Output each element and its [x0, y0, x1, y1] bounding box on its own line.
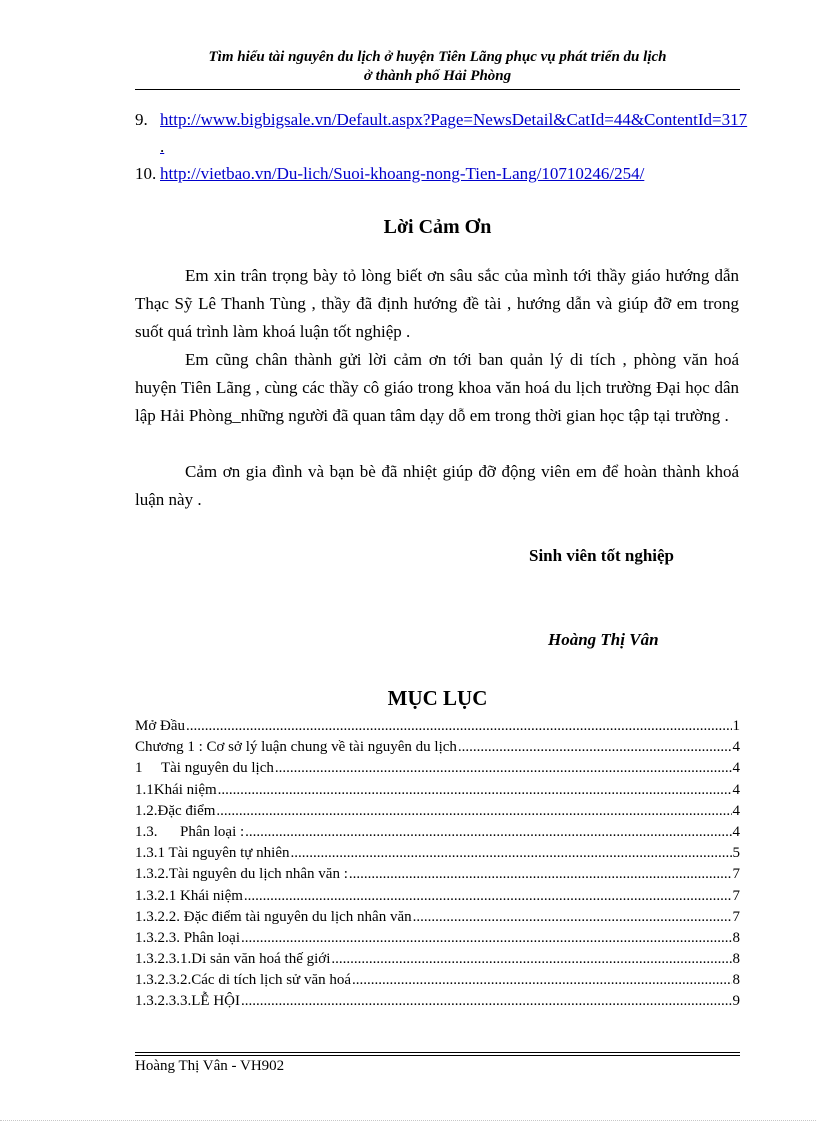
page-boundary: [0, 1120, 816, 1121]
toc-title: MỤC LỤC: [387, 686, 488, 710]
toc-leader-dots: [216, 801, 731, 822]
toc-entry-label: 1.2.Đặc điểm: [135, 802, 216, 819]
toc-entry-page: 8: [732, 929, 740, 946]
toc-entry-page: 7: [732, 887, 740, 904]
footer-text: Hoàng Thị Vân - VH902: [135, 1058, 285, 1074]
signature-title: Sinh viên tốt nghiệp: [529, 546, 675, 565]
toc-entry[interactable]: [135, 758, 740, 779]
toc-entry[interactable]: [135, 716, 740, 737]
reference-number: 10.: [135, 164, 157, 183]
toc-entry-page: 8: [732, 951, 740, 968]
toc-entry[interactable]: [135, 780, 740, 801]
acknowledgement-paragraph: Em xin trân trọng bày tỏ lòng biết ơn sâu sắc của mình tới thầy giáo hướng dẫn Thạc Sỹ Lê Thanh Tùng , thầy đã định hướng đề tài , hướng dẫn và giúp đỡ em trong suốt quá trình làm khoá luận tốt nghiệp .: [135, 266, 739, 341]
toc-entry-page: 4: [732, 781, 740, 798]
toc-entry-label: 1.3.1 Tài nguyên tự nhiên: [135, 845, 290, 862]
toc-entry-page: 5: [732, 845, 740, 862]
toc-entry[interactable]: [135, 737, 740, 758]
toc-entry[interactable]: [135, 822, 740, 843]
toc-leader-dots: [241, 991, 732, 1012]
toc-entry[interactable]: [135, 843, 740, 864]
toc-leader-dots: [413, 907, 732, 928]
toc-entry-page: 1: [732, 718, 740, 734]
toc-entry[interactable]: [135, 970, 740, 991]
toc-entry-label: 1.3.2.3.1.Di sản văn hoá thế giới: [135, 951, 331, 968]
toc-entry-label: 1.3. Phân loại :: [135, 823, 245, 840]
toc-leader-dots: [331, 949, 731, 970]
toc-entry-page: 7: [732, 908, 740, 925]
running-header-line-1: Tìm hiểu tài nguyên du lịch ở huyện Tiên Lãng phục vụ phát triển du lịch: [208, 49, 667, 65]
toc-leader-dots: [275, 758, 732, 779]
toc-entry-label: Mở Đầu: [135, 718, 186, 734]
toc-entry-page: 4: [732, 760, 740, 777]
toc-leader-dots: [349, 864, 732, 885]
reference-item: [135, 106, 755, 160]
footer-rule: [135, 1052, 740, 1053]
toc-entry[interactable]: [135, 864, 740, 885]
toc-entry-label: 1.1Khái niệm: [135, 781, 217, 798]
reference-link[interactable]: http://www.bigbigsale.vn/Default.aspx?Page=NewsDetail&CatId=44&ContentId=317 .: [160, 110, 748, 156]
toc-entry-page: 4: [732, 739, 740, 756]
toc-entry[interactable]: [135, 801, 740, 822]
reference-item: [135, 160, 755, 187]
toc-leader-dots: [244, 886, 732, 907]
footer-rule: [135, 1055, 740, 1056]
toc-entry[interactable]: [135, 991, 740, 1012]
toc-entry[interactable]: [135, 886, 740, 907]
toc-entry-page: 4: [732, 823, 740, 840]
toc-entry-label: 1 Tài nguyên du lịch: [135, 760, 274, 777]
toc-entry-page: 8: [732, 972, 740, 989]
reference-number: 9.: [135, 110, 148, 129]
toc-entry-label: Chương 1 : Cơ sở lý luận chung về tài nguyên du lịch: [135, 739, 457, 756]
toc-entry-label: 1.3.2.3.3.LỄ HỘI: [135, 993, 240, 1010]
toc-leader-dots: [352, 970, 731, 991]
running-header-line-2: ở thành phố Hải Phòng: [363, 68, 512, 84]
reference-list: [135, 106, 755, 187]
toc-entry[interactable]: [135, 928, 740, 949]
toc-leader-dots: [458, 737, 732, 758]
toc-entry-label: 1.3.2.3. Phân loại: [135, 929, 240, 946]
acknowledgement-title: Lời Cảm Ơn: [383, 216, 492, 238]
toc-entry-label: 1.3.2.2. Đặc điểm tài nguyên du lịch nhân văn: [135, 908, 412, 925]
acknowledgement-paragraph: Em cũng chân thành gửi lời cảm ơn tới ban quản lý di tích , phòng văn hoá huyện Tiên Lãng , cùng các thầy cô giáo trong khoa văn hoá du lịch trường Đại học dân lập Hải Phòng_những người đã quan tâm dạy dỗ em trong thời gian học tập tại trường .: [135, 350, 739, 425]
toc-entry-label: 1.3.2.3.2.Các di tích lịch sử văn hoá: [135, 972, 352, 989]
toc-entry-page: 9: [732, 993, 740, 1010]
toc-leader-dots: [245, 822, 731, 843]
toc-entry[interactable]: [135, 949, 740, 970]
table-of-contents: [135, 716, 740, 1013]
toc-entry[interactable]: [135, 907, 740, 928]
reference-link[interactable]: http://vietbao.vn/Du-lich/Suoi-khoang-nong-Tien-Lang/10710246/254/: [160, 164, 645, 183]
toc-leader-dots: [186, 716, 731, 737]
toc-entry-label: 1.3.2.Tài nguyên du lịch nhân văn :: [135, 866, 348, 883]
signature-name: Hoàng Thị Vân: [548, 630, 659, 649]
header-rule: [135, 89, 740, 90]
toc-leader-dots: [291, 843, 732, 864]
acknowledgement-paragraph: Cảm ơn gia đình và bạn bè đã nhiệt giúp đỡ động viên em để hoàn thành khoá luận này .: [135, 462, 739, 509]
toc-entry-page: 4: [732, 802, 740, 819]
reference-tail: .: [160, 137, 165, 156]
toc-entry-label: 1.3.2.1 Khái niệm: [135, 887, 243, 904]
toc-leader-dots: [241, 928, 732, 949]
running-header: [135, 48, 740, 86]
toc-leader-dots: [218, 780, 732, 801]
toc-entry-page: 7: [732, 866, 740, 883]
